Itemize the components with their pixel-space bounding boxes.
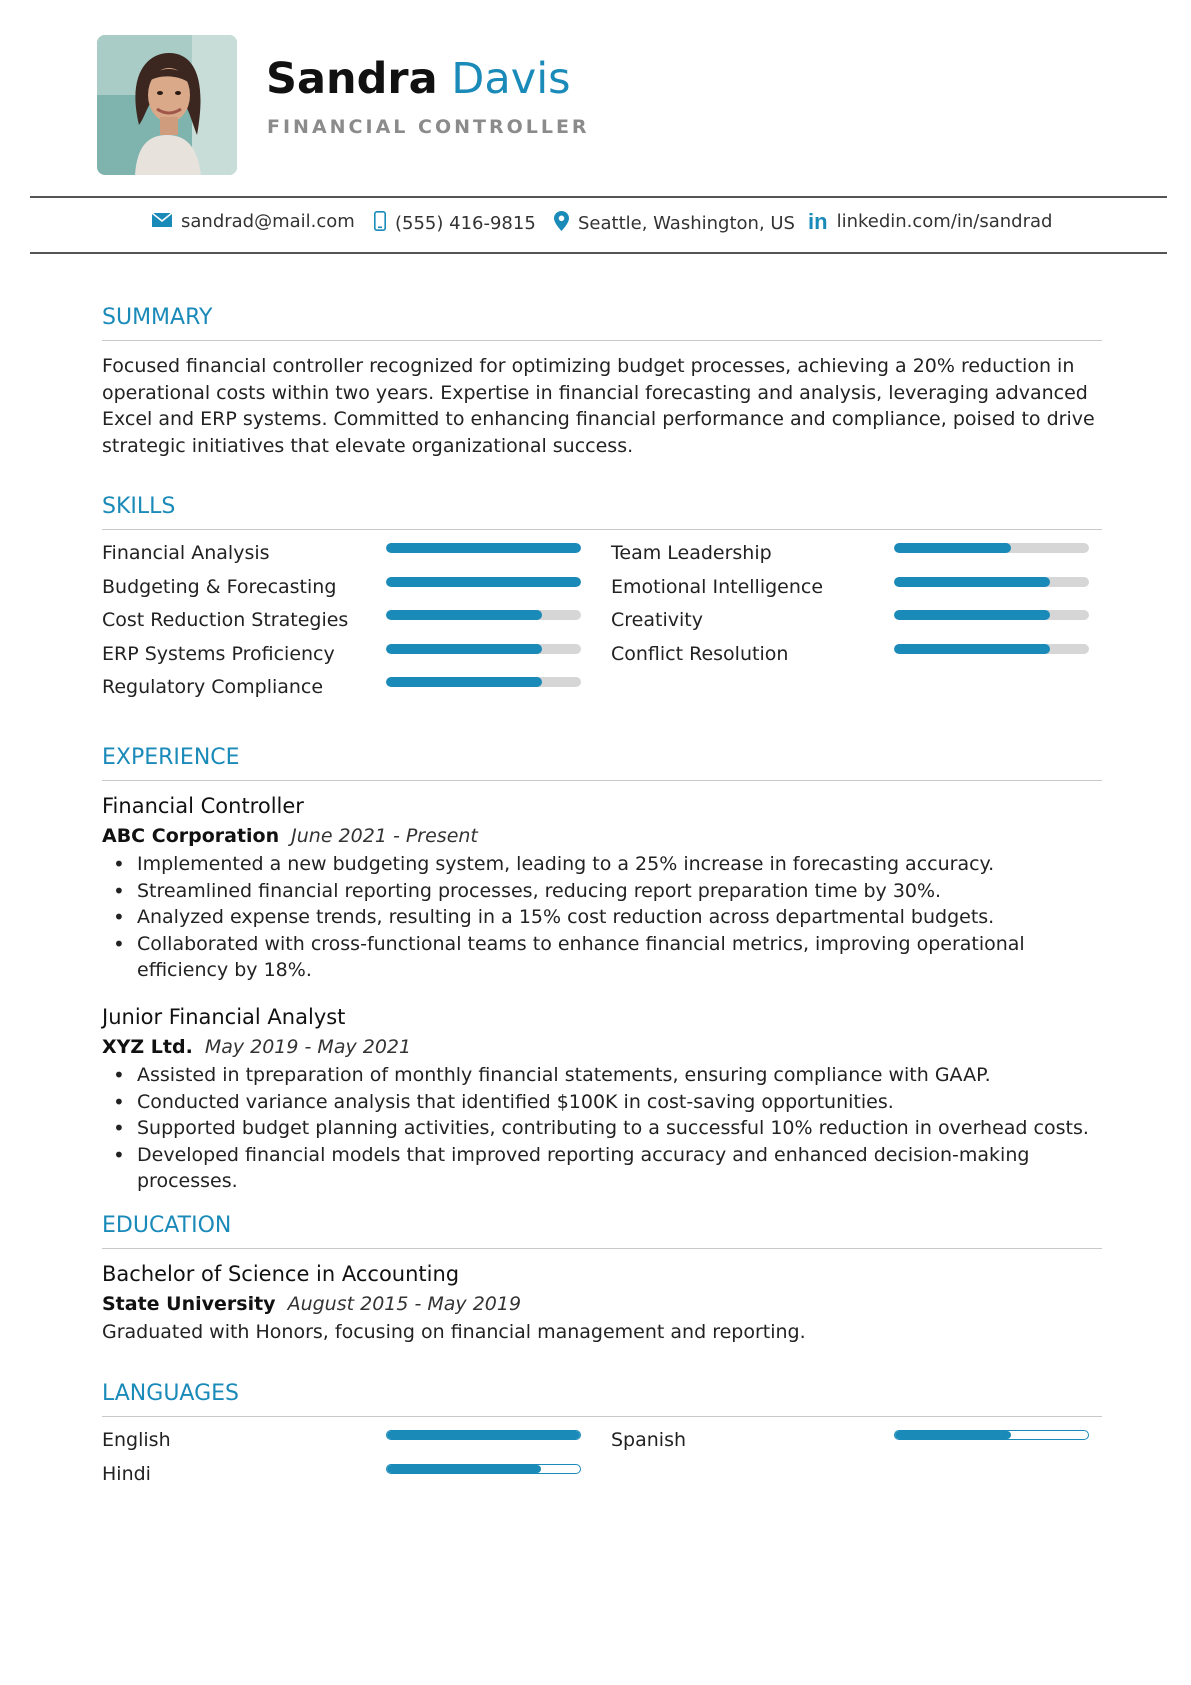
language-label: Hindi <box>102 1463 151 1485</box>
summary-heading: SUMMARY <box>102 305 213 330</box>
education-meta <box>102 1293 521 1315</box>
profile-photo <box>97 35 237 175</box>
language-bar <box>386 1430 581 1440</box>
first-name: Sandra <box>266 54 438 104</box>
skill-label: Budgeting & Forecasting <box>102 576 337 598</box>
skill-bar <box>386 644 581 654</box>
skill-bar-fill <box>386 577 581 587</box>
list-item: • Implemented a new budgeting system, leading to a 25% increase in forecasting accuracy. <box>102 851 1102 878</box>
contact-phone[interactable] <box>374 211 536 236</box>
linkedin-icon: in <box>808 208 828 234</box>
skill-bar <box>894 577 1089 587</box>
language-bar <box>894 1430 1089 1440</box>
map-pin-icon <box>554 211 569 236</box>
skill-label: Regulatory Compliance <box>102 676 324 698</box>
skills-heading: SKILLS <box>102 494 176 519</box>
language-bar-fill <box>387 1465 541 1473</box>
list-item: • Streamlined financial reporting processes, reducing report preparation time by 30%. <box>102 878 1102 905</box>
profile-photo-illustration <box>97 35 237 175</box>
skill-label: Creativity <box>611 609 703 631</box>
envelope-icon <box>152 211 172 232</box>
experience-heading: EXPERIENCE <box>102 745 240 770</box>
skill-bar-fill <box>894 644 1050 654</box>
skill-label: Cost Reduction Strategies <box>102 609 349 631</box>
language-bar-fill <box>387 1431 580 1439</box>
summary-divider <box>102 340 1102 341</box>
list-item: • Supported budget planning activities, contributing to a successful 10% reduction in overhead costs. <box>102 1115 1102 1142</box>
skill-bar <box>894 644 1089 654</box>
degree-title: Bachelor of Science in Accounting <box>102 1262 460 1286</box>
skill-bar-fill <box>386 610 542 620</box>
skill-label: Emotional Intelligence <box>611 576 824 598</box>
skill-bar <box>386 610 581 620</box>
list-item: • Developed financial models that improved reporting accuracy and enhanced decision-making processes. <box>102 1142 1102 1195</box>
education-dates: August 2015 - May 2019 <box>287 1293 522 1315</box>
education-divider <box>102 1248 1102 1249</box>
job-meta <box>102 825 478 847</box>
education-heading: EDUCATION <box>102 1213 232 1238</box>
contact-bar <box>30 196 1167 254</box>
skill-label: Team Leadership <box>611 542 772 564</box>
linkedin-text: linkedin.com/in/sandrad <box>836 211 1053 232</box>
summary-text: Focused financial controller recognized for optimizing budget processes, achieving a 20% reduction in operational costs within two years. Expertise in financial forecasting and analysis, leveraging advanced Excel and ERP systems. Committed to enhancing financial performance and compliance, poised to drive strategic initiatives that elevate organizational success. <box>102 355 1095 457</box>
skill-bar-fill <box>894 610 1050 620</box>
skill-bar-fill <box>894 577 1050 587</box>
contact-email[interactable] <box>152 211 355 232</box>
skill-bar <box>894 543 1089 553</box>
skill-bar-fill <box>386 644 542 654</box>
skill-bar <box>386 543 581 553</box>
skill-bar-fill <box>894 543 1011 553</box>
languages-heading: LANGUAGES <box>102 1381 239 1406</box>
location-text: Seattle, Washington, US <box>578 213 795 234</box>
school-name: State University <box>102 1293 276 1315</box>
list-item: • Collaborated with cross-functional teams to enhance financial metrics, improving operational efficiency by 18%. <box>102 931 1102 984</box>
experience-divider <box>102 780 1102 781</box>
skill-label: Conflict Resolution <box>611 643 789 665</box>
language-label: English <box>102 1429 171 1451</box>
contact-linkedin[interactable] <box>808 208 1053 234</box>
company-name: XYZ Ltd. <box>102 1036 193 1058</box>
phone-icon <box>374 211 386 236</box>
email-text: sandrad@mail.com <box>181 211 355 232</box>
skill-bar <box>386 677 581 687</box>
skill-label: ERP Systems Proficiency <box>102 643 335 665</box>
list-item: • Analyzed expense trends, resulting in a 15% cost reduction across departmental budgets. <box>102 904 1102 931</box>
phone-text: (555) 416-9815 <box>395 213 536 234</box>
candidate-name <box>266 49 571 109</box>
job-title: Financial Controller <box>102 794 304 818</box>
education-note: Graduated with Honors, focusing on financial management and reporting. <box>102 1321 806 1343</box>
job-title: Junior Financial Analyst <box>102 1005 346 1029</box>
language-bar-fill <box>895 1431 1011 1439</box>
job-bullets <box>102 1062 1102 1195</box>
last-name: Davis <box>451 54 571 104</box>
language-label: Spanish <box>611 1429 687 1451</box>
skill-bar-fill <box>386 677 542 687</box>
job-dates: May 2019 - May 2021 <box>204 1036 412 1058</box>
skill-label: Financial Analysis <box>102 542 270 564</box>
list-item: • Conducted variance analysis that identified $100K in cost-saving opportunities. <box>102 1089 1102 1116</box>
skill-bar-fill <box>386 543 581 553</box>
language-bar <box>386 1464 581 1474</box>
company-name: ABC Corporation <box>102 825 280 847</box>
languages-divider <box>102 1416 1102 1417</box>
skill-bar <box>386 577 581 587</box>
job-bullets <box>102 851 1102 984</box>
skill-bar <box>894 610 1089 620</box>
job-dates: June 2021 - Present <box>291 825 478 847</box>
contact-location <box>554 211 795 236</box>
job-meta <box>102 1036 411 1058</box>
skills-divider <box>102 529 1102 530</box>
list-item: • Assisted in tpreparation of monthly financial statements, ensuring compliance with GAAP. <box>102 1062 1102 1089</box>
job-title-headline: FINANCIAL CONTROLLER <box>267 116 590 138</box>
